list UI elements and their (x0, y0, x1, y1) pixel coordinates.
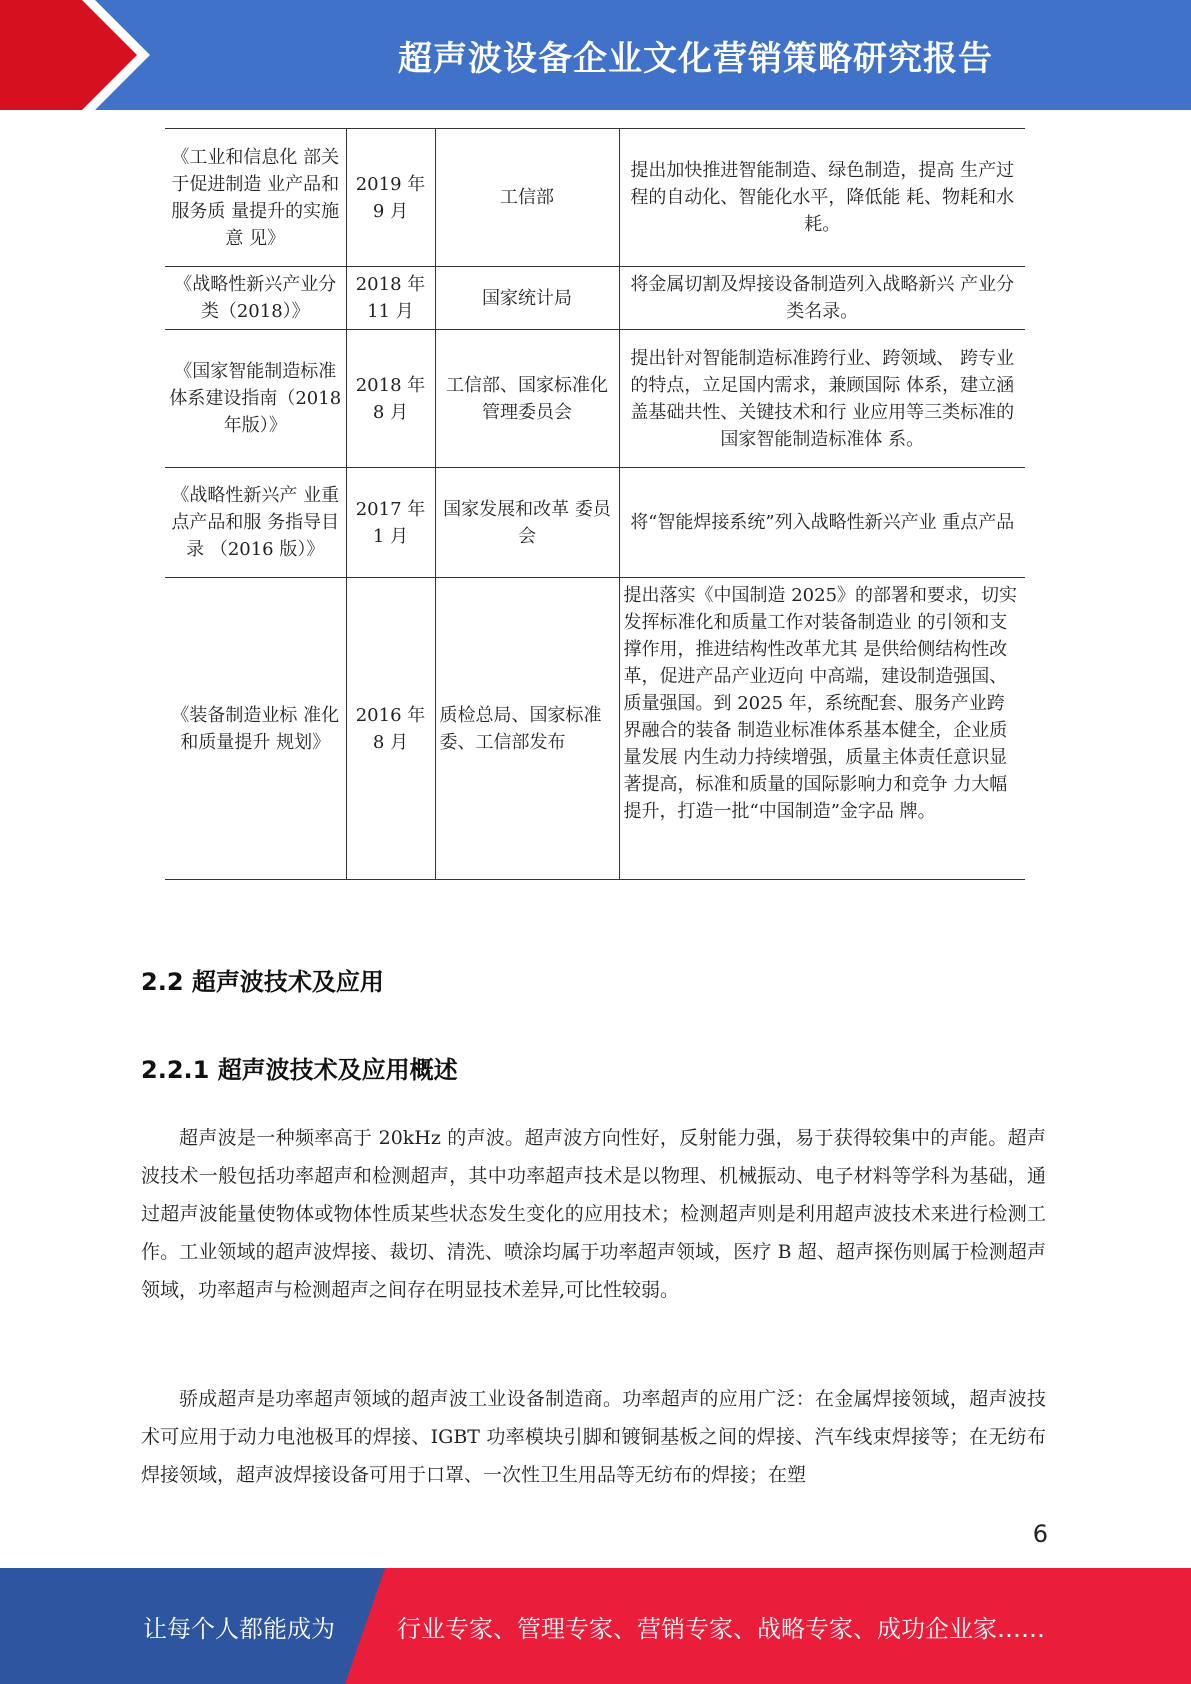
policy-date-cell: 2017 年 1 月 (346, 468, 435, 578)
policy-org-cell: 工信部、国家标准化管理委员会 (435, 330, 619, 468)
policy-name-cell: 《国家智能制造标准体系建设指南（2018 年版）》 (165, 330, 346, 468)
policy-content-cell: 提出针对智能制造标准跨行业、跨领域、 跨专业的特点，立足国内需求，兼顾国际 体系，建立涵盖基础共性、关键技术和行 业应用等三类标准的国家智能制造标准体 系。 (619, 330, 1025, 468)
table-row (165, 468, 1025, 578)
footer-slogan-right: 行业专家、管理专家、营销专家、战略专家、成功企业家…… (397, 1614, 1045, 1643)
policy-content-cell: 提出加快推进智能制造、绿色制造，提高 生产过程的自动化、智能化水平，降低能 耗、物耗和水耗。 (619, 129, 1025, 267)
policy-content-cell: 提出落实《中国制造 2025》的部署和要求，切实发挥标准化和质量工作对装备制造业 的引领和支撑作用，推进结构性改革尤其 是供给侧结构性改革，促进产品产业迈向 中高端，建设制造强国、质量强国。到 2025 年，系统配套、服务产业跨界融合的装备 制造业标准体系基本健全，企业质量发展 内生动力持续增强，质量主体责任意识显 著提高，标准和质量的国际影响力和竞争 力大幅提升，打造一批“中国制造”金字品 牌。 (619, 578, 1025, 880)
section-heading: 2.2 超声波技术及应用 (141, 968, 384, 996)
policy-org-cell: 质检总局、国家标准委、工信部发布 (435, 578, 619, 880)
policy-name-cell: 《装备制造业标 准化和质量提升 规划》 (165, 578, 346, 880)
policy-name-cell: 《工业和信息化 部关于促进制造 业产品和服务质 量提升的实施意 见》 (165, 129, 346, 267)
footer-slogan-left: 让每个人都能成为 (143, 1614, 335, 1643)
policy-content-cell: 将金属切割及焊接设备制造列入战略新兴 产业分类名录。 (619, 267, 1025, 330)
policy-org-cell: 国家发展和改革 委员会 (435, 468, 619, 578)
policy-org-cell: 国家统计局 (435, 267, 619, 330)
table-row (165, 267, 1025, 330)
page-number: 6 (1032, 1520, 1048, 1548)
policy-name-cell: 《战略性新兴产业分类（2018）》 (165, 267, 346, 330)
policy-name-cell: 《战略性新兴产 业重点产品和服 务指导目录 （2016 版）》 (165, 468, 346, 578)
policy-date-cell: 2019 年 9 月 (346, 129, 435, 267)
report-title: 超声波设备企业文化营销策略研究报告 (398, 38, 993, 79)
policy-content-cell: 将“智能焊接系统”列入战略性新兴产业 重点产品 (619, 468, 1025, 578)
page-header (0, 0, 1191, 110)
policy-date-cell: 2016 年 8 月 (346, 578, 435, 880)
header-red-chevron (0, 0, 160, 110)
policy-date-cell: 2018 年 11 月 (346, 267, 435, 330)
table-row (165, 578, 1025, 880)
body-paragraph: 超声波是一种频率高于 20kHz 的声波。超声波方向性好，反射能力强，易于获得较集中的声能。超声波技术一般包括功率超声和检测超声，其中功率超声技术是以物理、机械振动、电子材料等学科为基础，通过超声波能量使物体或物体性质某些状态发生变化的应用技术；检测超声则是利用超声波技术来进行检测工作。工业领域的超声波焊接、裁切、清洗、喷涂均属于功率超声领域，医疗 B 超、超声探伤则属于检测超声领域，功率超声与检测超声之间存在明显技术差异,可比性较弱。 (141, 1127, 1046, 1301)
page-footer (0, 1568, 1191, 1684)
body-paragraph: 骄成超声是功率超声领域的超声波工业设备制造商。功率超声的应用广泛：在金属焊接领域，超声波技术可应用于动力电池极耳的焊接、IGBT 功率模块引脚和镀铜基板之间的焊接、汽车线束焊接等；在无纺布焊接领域，超声波焊接设备可用于口罩、一次性卫生用品等无纺布的焊接；在塑 (141, 1388, 1046, 1486)
table-row (165, 129, 1025, 267)
policy-org-cell: 工信部 (435, 129, 619, 267)
subsection-heading: 2.2.1 超声波技术及应用概述 (141, 1056, 458, 1084)
table-row (165, 330, 1025, 468)
policy-table (165, 128, 1025, 880)
policy-date-cell: 2018 年 8 月 (346, 330, 435, 468)
